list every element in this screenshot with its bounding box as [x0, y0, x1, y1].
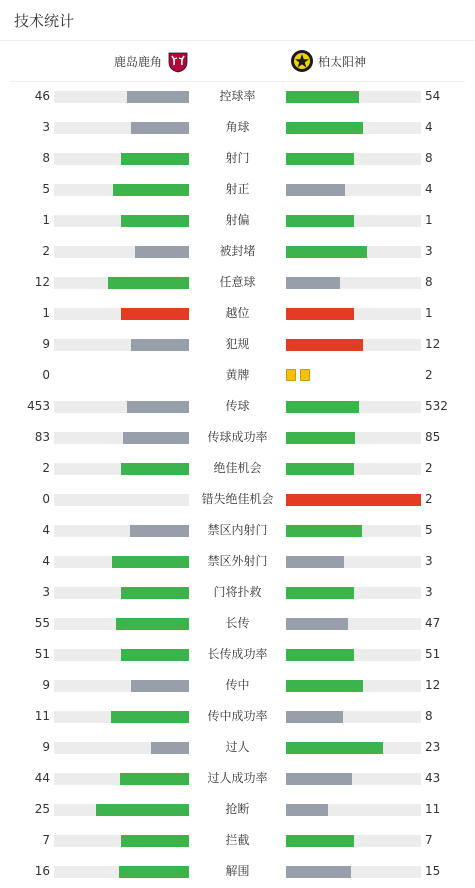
away-stat-bar — [286, 835, 421, 847]
stat-row — [0, 143, 475, 174]
away-stat-value: 2 — [425, 461, 433, 475]
home-stat-bar — [54, 804, 189, 816]
home-stat-bar-fill — [131, 122, 189, 134]
home-stat-bar-fill — [121, 587, 189, 599]
home-stat-bar-fill — [151, 742, 189, 754]
home-stat-bar-fill — [111, 711, 189, 723]
away-stat-value: 3 — [425, 554, 433, 568]
home-stat-bar-fill — [121, 649, 189, 661]
away-stat-bar — [286, 587, 421, 599]
home-stat-bar-fill — [121, 463, 189, 475]
away-stat-value: 7 — [425, 833, 433, 847]
home-stat-bar — [54, 215, 189, 227]
home-stat-bar — [54, 835, 189, 847]
home-stat-value: 51 — [34, 647, 50, 661]
away-stat-bar-fill — [286, 711, 343, 723]
home-stat-bar — [54, 680, 189, 692]
home-stat-bar-fill — [121, 308, 189, 320]
home-stat-bar-fill — [121, 153, 189, 165]
away-stat-value: 51 — [425, 647, 441, 661]
home-stat-value: 9 — [42, 337, 50, 351]
home-stat-bar — [54, 556, 189, 568]
stat-row — [0, 81, 475, 112]
home-team[interactable] — [114, 41, 190, 81]
away-stat-bar — [286, 742, 421, 754]
stat-label: 传球成功率 — [207, 430, 268, 444]
away-stat-bar — [286, 866, 421, 878]
away-stat-bar-fill — [286, 742, 383, 754]
stat-label: 长传成功率 — [207, 647, 268, 661]
stat-row — [0, 701, 475, 732]
home-stat-value: 25 — [34, 802, 50, 816]
away-stat-bar-fill — [286, 618, 348, 630]
away-stat-bar — [286, 308, 421, 320]
stat-label: 错失绝佳机会 — [201, 492, 274, 506]
away-stat-bar-fill — [286, 680, 363, 692]
away-stat-value: 1 — [425, 306, 433, 320]
home-stat-value: 12 — [34, 275, 50, 289]
home-stat-value: 11 — [34, 709, 50, 723]
stat-row — [0, 825, 475, 856]
away-stat-bar-fill — [286, 525, 362, 537]
away-stat-bar-fill — [286, 649, 354, 661]
home-stat-bar — [54, 277, 189, 289]
away-stat-bar-fill — [286, 308, 354, 320]
stat-label: 被封堵 — [219, 244, 256, 258]
away-stat-bar-fill — [286, 773, 352, 785]
stat-row — [0, 608, 475, 639]
away-stat-bar — [286, 401, 421, 413]
away-stat-bar-fill — [286, 122, 363, 134]
away-stat-bar — [286, 649, 421, 661]
away-stat-value: 2 — [425, 492, 433, 506]
away-stat-bar-fill — [286, 587, 354, 599]
home-stat-bar — [54, 773, 189, 785]
stat-label: 传中 — [225, 678, 250, 692]
away-stat-value: 1 — [425, 213, 433, 227]
away-stat-value: 11 — [425, 802, 441, 816]
stat-row — [0, 577, 475, 608]
home-stat-value: 7 — [42, 833, 50, 847]
away-stat-bar-fill — [286, 804, 328, 816]
stat-row — [0, 205, 475, 236]
stat-row — [0, 174, 475, 205]
home-stat-value: 1 — [42, 213, 50, 227]
home-stat-bar-fill — [96, 804, 189, 816]
home-stat-bar-fill — [123, 432, 189, 444]
teams-header — [0, 41, 475, 81]
away-stat-value: 4 — [425, 182, 433, 196]
stat-label: 控球率 — [219, 89, 256, 103]
away-stat-bar — [286, 184, 421, 196]
away-stat-bar-fill — [286, 184, 345, 196]
home-stat-value: 2 — [42, 244, 50, 258]
home-stat-bar-fill — [113, 184, 189, 196]
away-stat-value: 8 — [425, 709, 433, 723]
home-stat-value: 9 — [42, 740, 50, 754]
away-stat-bar — [286, 122, 421, 134]
stat-label: 解围 — [225, 864, 250, 878]
away-stat-bar-fill — [286, 91, 359, 103]
away-stat-bar — [286, 618, 421, 630]
home-stat-bar — [54, 246, 189, 258]
home-stat-bar — [54, 649, 189, 661]
away-stat-bar — [286, 432, 421, 444]
stat-row — [0, 329, 475, 360]
stat-label: 黄牌 — [225, 368, 250, 382]
home-team-name: 鹿岛鹿角 — [114, 54, 163, 69]
yellow-card-icon — [286, 369, 296, 381]
home-stat-bar-fill — [108, 277, 189, 289]
home-stat-value: 0 — [42, 368, 50, 382]
home-stat-value: 55 — [34, 616, 50, 630]
away-stat-bar — [286, 804, 421, 816]
home-stat-value: 3 — [42, 585, 50, 599]
stat-label: 拦截 — [225, 833, 250, 847]
away-stat-bar — [286, 556, 421, 568]
stat-label: 长传 — [225, 616, 250, 630]
stat-label: 角球 — [225, 120, 250, 134]
home-stat-value: 83 — [34, 430, 50, 444]
home-stat-value: 16 — [34, 864, 50, 878]
stat-row — [0, 112, 475, 143]
away-stat-value: 2 — [425, 368, 433, 382]
home-stat-bar-fill — [120, 773, 189, 785]
away-stat-value: 43 — [425, 771, 441, 785]
away-stat-bar — [286, 463, 421, 475]
away-stat-bar-fill — [286, 432, 355, 444]
away-stat-value: 5 — [425, 523, 433, 537]
stat-label: 射门 — [225, 151, 250, 165]
away-stat-value: 12 — [425, 678, 441, 692]
home-stat-value: 8 — [42, 151, 50, 165]
away-stat-value: 3 — [425, 244, 433, 258]
away-stat-value: 12 — [425, 337, 441, 351]
away-stat-bar — [286, 246, 421, 258]
page-title: 技术统计 — [14, 12, 75, 30]
home-stat-bar — [54, 308, 189, 320]
away-stat-value: 4 — [425, 120, 433, 134]
away-stat-bar-fill — [286, 339, 363, 351]
away-stat-bar — [286, 339, 421, 351]
home-stat-bar-fill — [127, 401, 189, 413]
home-stat-bar-fill — [131, 339, 189, 351]
away-stat-bar-fill — [286, 835, 354, 847]
home-stat-bar — [54, 401, 189, 413]
stat-label: 传球 — [225, 399, 250, 413]
stat-row — [0, 298, 475, 329]
home-stat-bar — [54, 742, 189, 754]
stat-row — [0, 546, 475, 577]
stat-label: 禁区外射门 — [207, 554, 268, 568]
home-stat-bar-fill — [116, 618, 189, 630]
away-stat-bar — [286, 711, 421, 723]
home-stat-bar — [54, 184, 189, 196]
away-stat-value: 54 — [425, 89, 441, 103]
stat-label: 犯规 — [225, 337, 250, 351]
home-stat-bar — [54, 463, 189, 475]
away-stat-bar — [286, 153, 421, 165]
home-stat-bar — [54, 339, 189, 351]
yellow-card-icon — [300, 369, 310, 381]
home-stat-bar-fill — [130, 525, 189, 537]
kashima-antlers-logo-icon — [166, 49, 190, 73]
away-stat-bar-fill — [286, 556, 344, 568]
away-stat-value: 8 — [425, 151, 433, 165]
home-stat-value: 2 — [42, 461, 50, 475]
home-stat-bar — [54, 494, 189, 506]
stat-label: 射正 — [225, 182, 250, 196]
away-stat-bar-fill — [286, 277, 340, 289]
away-stat-value: 23 — [425, 740, 441, 754]
away-stat-bar — [286, 525, 421, 537]
stat-row — [0, 856, 475, 887]
stat-label: 过人 — [225, 740, 250, 754]
stat-row — [0, 515, 475, 546]
stat-row — [0, 267, 475, 298]
stat-label: 越位 — [225, 306, 250, 320]
home-stat-value: 1 — [42, 306, 50, 320]
stat-row — [0, 453, 475, 484]
home-stat-value: 5 — [42, 182, 50, 196]
home-stat-value: 46 — [34, 89, 50, 103]
home-stat-bar-fill — [119, 866, 189, 878]
stat-row — [0, 639, 475, 670]
stat-row — [0, 670, 475, 701]
home-stat-bar — [54, 866, 189, 878]
away-stat-bar-fill — [286, 246, 367, 258]
home-stat-value: 3 — [42, 120, 50, 134]
stat-label: 射偏 — [225, 213, 250, 227]
home-stat-value: 4 — [42, 523, 50, 537]
home-stat-bar-fill — [121, 835, 189, 847]
home-stat-bar — [54, 122, 189, 134]
stat-label: 任意球 — [219, 275, 256, 289]
stat-row — [0, 763, 475, 794]
stat-label: 过人成功率 — [207, 771, 268, 785]
home-stat-bar — [54, 525, 189, 537]
away-stat-bar — [286, 773, 421, 785]
home-stat-bar-fill — [112, 556, 189, 568]
away-stat-bar — [286, 215, 421, 227]
stat-row — [0, 360, 475, 391]
home-stat-bar — [54, 153, 189, 165]
home-stat-value: 44 — [34, 771, 50, 785]
away-team-name: 柏太阳神 — [318, 54, 367, 69]
away-team[interactable] — [290, 41, 366, 81]
home-stat-bar — [54, 432, 189, 444]
stat-row — [0, 732, 475, 763]
home-stat-value: 4 — [42, 554, 50, 568]
home-stat-bar — [54, 618, 189, 630]
home-stat-bar — [54, 711, 189, 723]
kashiwa-reysol-logo-icon — [290, 49, 314, 73]
away-stat-value: 532 — [425, 399, 448, 413]
away-stat-bar-fill — [286, 215, 354, 227]
away-stat-bar-fill — [286, 866, 351, 878]
away-stat-bar-fill — [286, 153, 354, 165]
stat-label: 门将扑救 — [213, 585, 262, 599]
stat-label: 传中成功率 — [207, 709, 268, 723]
away-stat-bar — [286, 91, 421, 103]
home-stat-bar-fill — [131, 680, 189, 692]
stat-row — [0, 794, 475, 825]
home-stat-value: 9 — [42, 678, 50, 692]
away-yellow-cards — [286, 369, 310, 381]
stat-label: 绝佳机会 — [213, 461, 262, 475]
away-stat-bar-fill — [286, 463, 354, 475]
home-stat-bar-fill — [121, 215, 189, 227]
stat-label: 禁区内射门 — [207, 523, 268, 537]
away-stat-bar — [286, 494, 421, 506]
away-stat-bar-fill — [286, 401, 359, 413]
away-stat-bar-fill — [286, 494, 421, 506]
stat-label: 抢断 — [225, 802, 250, 816]
stat-row — [0, 422, 475, 453]
stat-row — [0, 391, 475, 422]
away-stat-value: 3 — [425, 585, 433, 599]
away-stat-value: 8 — [425, 275, 433, 289]
home-stat-bar — [54, 587, 189, 599]
home-stat-value: 453 — [27, 399, 50, 413]
stat-row — [0, 236, 475, 267]
stat-row — [0, 484, 475, 515]
away-stat-bar — [286, 680, 421, 692]
home-stat-value: 0 — [42, 492, 50, 506]
away-stat-value: 85 — [425, 430, 441, 444]
away-stat-value: 15 — [425, 864, 441, 878]
home-stat-bar — [54, 91, 189, 103]
away-stat-bar — [286, 277, 421, 289]
home-stat-bar-fill — [135, 246, 189, 258]
home-stat-bar-fill — [127, 91, 189, 103]
away-stat-value: 47 — [425, 616, 441, 630]
